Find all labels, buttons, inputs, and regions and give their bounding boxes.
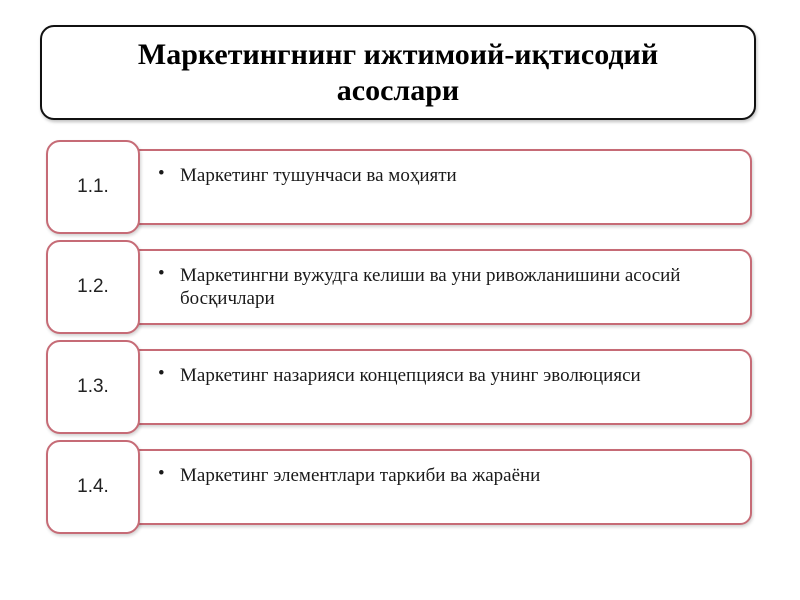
item-number: 1.4.: [46, 440, 140, 534]
title-box: [40, 25, 756, 120]
item-panel: [126, 349, 752, 425]
item-text-container: [158, 164, 734, 187]
bullet-icon: •: [158, 463, 165, 484]
item-text-container: [158, 364, 734, 387]
item-text: Маркетингни вужудга келиши ва уни ривожланишини асосий босқичлари: [180, 265, 681, 309]
list-item: [46, 440, 754, 536]
page-title: Маркетингнинг ижтимоий-иқтисодий асослари: [137, 37, 659, 107]
item-text: Маркетинг элементлари таркиби ва жараёни: [180, 465, 541, 486]
item-text-container: [158, 264, 734, 310]
bullet-icon: •: [158, 163, 165, 184]
item-text: Маркетинг тушунчаси ва моҳияти: [180, 165, 457, 186]
item-text-container: [158, 464, 734, 487]
item-number: 1.3.: [46, 340, 140, 434]
bullet-icon: •: [158, 263, 165, 284]
item-text: Маркетинг назарияси концепцияси ва унинг эволюцияси: [180, 365, 641, 386]
item-number: 1.2.: [46, 240, 140, 334]
list-item: [46, 340, 754, 436]
list-item: [46, 240, 754, 336]
item-panel: [126, 149, 752, 225]
bullet-icon: •: [158, 363, 165, 384]
item-panel: [126, 449, 752, 525]
item-number: 1.1.: [46, 140, 140, 234]
list-item: [46, 140, 754, 236]
